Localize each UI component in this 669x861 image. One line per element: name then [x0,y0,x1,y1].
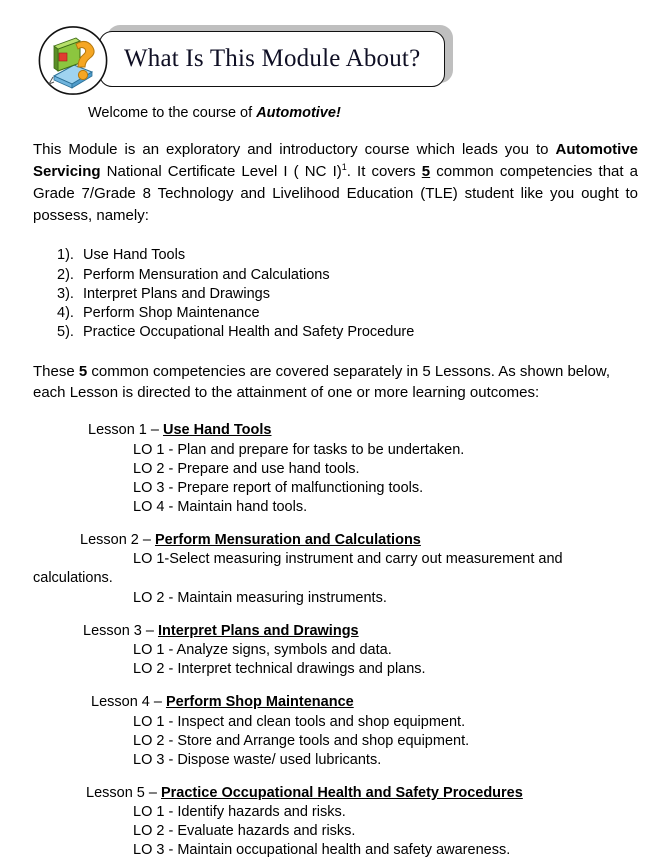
lesson-name: Use Hand Tools [162,422,272,439]
transition-paragraph [33,361,638,405]
lesson-block [33,621,638,680]
intro-text-4: common competencies that a Grade 7/Grade 8 Technology and Livelihood Education (TLE) student like you ought to possess, namely: [33,163,639,225]
list-item [33,304,638,323]
list-item-label: Perform Mensuration and Calculations [83,266,330,283]
module-header [0,0,669,100]
transition-text-2: common competencies are covered separately in 5 Lessons. As shown below, each Lesson is directed to the attainment of one or more learning outcomes: [33,362,610,402]
learning-outcome: LO 1-Select measuring instrument and carry out measurement and calculations. [33,551,563,587]
welcome-prefix: Welcome to the course of [88,105,257,121]
lesson-label: Lesson 2 – [80,532,155,549]
page-title: What Is This Module About? [124,45,421,72]
list-item-number: 3). [57,285,74,302]
intro-footnote-marker: 1 [341,162,347,173]
lesson-block [33,692,638,770]
learning-outcome: LO 2 - Store and Arrange tools and shop equipment. [133,732,470,749]
lesson-heading [91,692,638,712]
document-body [0,104,669,861]
lesson-name: Interpret Plans and Drawings [157,622,359,639]
learning-outcome: LO 1 - Identify hazards and risks. [133,804,346,821]
lesson-heading [88,420,638,440]
list-item [33,285,638,304]
intro-count-five: 5 [421,163,431,181]
learning-outcome: LO 2 - Evaluate hazards and risks. [133,823,356,840]
list-item-number: 5). [57,324,74,341]
list-item [33,323,638,342]
intro-text-1: This Module is an exploratory and introductory course which leads you to [33,141,556,159]
learning-outcome: LO 2 - Prepare and use hand tools. [133,460,360,477]
lesson-heading [83,621,638,641]
list-item-number: 2). [57,266,74,283]
intro-text-2: National Certificate Level I ( NC I) [100,163,342,181]
learning-outcome: LO 1 - Plan and prepare for tasks to be undertaken. [133,441,465,458]
lesson-heading [80,530,638,550]
lesson-block [33,783,638,861]
lesson-block [33,420,638,517]
lesson-block [33,530,638,608]
transition-count-five: 5 [78,362,88,380]
lesson-name: Perform Mensuration and Calculations [154,532,421,549]
learning-outcome: LO 3 - Dispose waste/ used lubricants. [133,751,382,768]
welcome-line [88,104,638,122]
lesson-label: Lesson 5 – [86,784,161,801]
title-box [99,31,445,87]
learning-outcome: LO 4 - Maintain hand tools. [133,498,308,515]
learning-outcome: LO 1 - Analyze signs, symbols and data. [133,641,392,658]
welcome-course-name: Automotive! [256,105,341,121]
transition-text-1: These [33,362,79,380]
lesson-label: Lesson 1 – [88,422,163,439]
list-item-number: 4). [57,305,74,322]
intro-bold-automotive-servicing: Automotive Servicing [33,141,638,181]
lesson-heading [86,783,638,803]
intro-paragraph [33,139,638,227]
learning-outcome: LO 2 - Maintain measuring instruments. [133,589,387,606]
list-item-label: Practice Occupational Health and Safety Procedure [83,324,415,341]
list-item [33,266,638,285]
list-item-label: Perform Shop Maintenance [83,305,260,322]
learning-outcome: LO 3 - Prepare report of malfunctioning tools. [133,479,424,496]
list-item [33,246,638,265]
lesson-name: Perform Shop Maintenance [165,694,354,711]
list-item-number: 1). [57,247,74,264]
books-question-mark-icon [38,24,108,97]
competency-list [33,246,638,342]
learning-outcome: LO 2 - Interpret technical drawings and plans. [133,661,426,678]
list-item-label: Interpret Plans and Drawings [83,285,270,302]
lesson-name: Practice Occupational Health and Safety Procedures [160,784,523,801]
lesson-outline [33,420,638,860]
lesson-label: Lesson 3 – [83,622,158,639]
intro-text-3: . It covers [346,163,422,181]
lesson-label: Lesson 4 – [91,694,166,711]
list-item-label: Use Hand Tools [83,247,186,264]
learning-outcome: LO 3 - Maintain occupational health and safety awareness. [133,842,511,859]
learning-outcome: LO 1 - Inspect and clean tools and shop equipment. [133,713,466,730]
